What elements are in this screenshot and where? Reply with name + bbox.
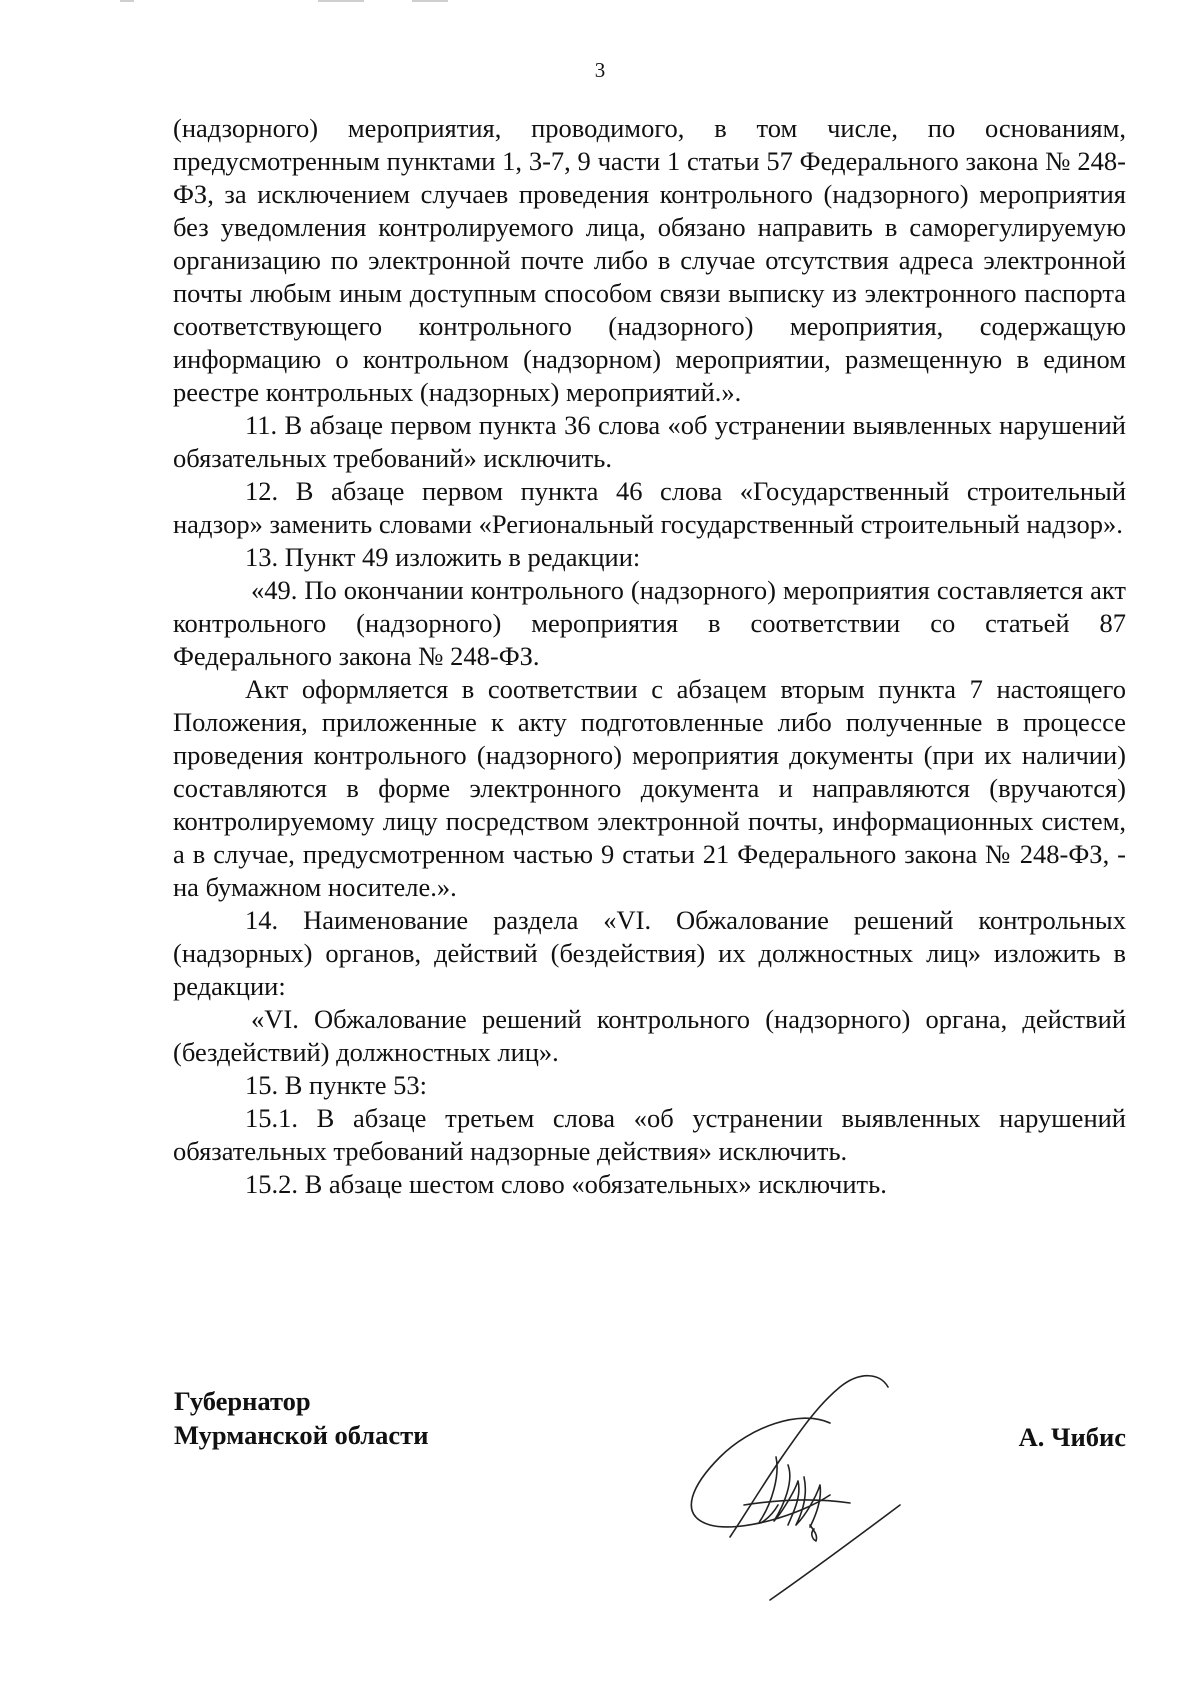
signer-name: А. Чибис (1018, 1422, 1126, 1452)
signer-title-line-1: Губернатор (174, 1386, 311, 1416)
paragraph-item-15: 15. В пункте 53: (245, 1070, 428, 1100)
paragraph-act: Акт оформляется в соответствии с абзацем вторым пункта 7 настоящего Положения, приложенные к акту подготовленные либо полученные в процессе проведения контрольного (надзорного) мероприятия документы (при их наличии) составляются в форме электронного документа и направляются (вручаются) контролируемому лицу посредством электронной почты, информационных систем, а в случае, предусмотренном частью 9 статьи 21 Федерального закона № 248-ФЗ, - на бумажном носителе.». (173, 674, 1126, 902)
page-number: 3 (594, 58, 606, 82)
paragraph-item-11: 11. В абзаце первом пункта 36 слова «об устранении выявленных нарушений обязательных требований» исключить. (173, 410, 1126, 473)
paragraph-quote-49: «49. По окончании контрольного (надзорного) мероприятия составляется акт контрольного (надзорного) мероприятия в соответствии со статьей 87 Федерального закона № 248-ФЗ. (173, 575, 1126, 671)
paragraph-item-15-2: 15.2. В абзаце шестом слово «обязательных» исключить. (245, 1169, 887, 1199)
scan-artifact-line (318, 0, 364, 2)
document-body (173, 112, 1126, 1201)
handwritten-signature (680, 1365, 910, 1610)
signer-title-line-2: Мурманской области (174, 1420, 429, 1450)
paragraph-quote-section-vi: «VI. Обжалование решений контрольного (надзорного) органа, действий (бездействий) должностных лиц». (173, 1004, 1126, 1067)
scan-artifact-line (412, 0, 448, 2)
scan-artifact-line (120, 0, 134, 2)
paragraph-item-15-1: 15.1. В абзаце третьем слова «об устранении выявленных нарушений обязательных требований надзорные действия» исключить. (173, 1103, 1126, 1166)
paragraph-item-14: 14. Наименование раздела «VI. Обжалование решений контрольных (надзорных) органов, действий (бездействия) их должностных лиц» изложить в редакции: (173, 905, 1126, 1001)
paragraph-item-13: 13. Пункт 49 изложить в редакции: (245, 542, 641, 572)
paragraph-continuation: (надзорного) мероприятия, проводимого, в том числе, по основаниям, предусмотренным пунктами 1, 3-7, 9 части 1 статьи 57 Федерального закона № 248-ФЗ, за исключением случаев проведения контрольного (надзорного) мероприятия без уведомления контролируемого лица, обязано направить в саморегулируемую организацию по электронной почте либо в случае отсутствия адреса электронной почты любым иным доступным способом связи выписку из электронного паспорта соответствующего контрольного (надзорного) мероприятия, содержащую информацию о контрольном (надзорном) мероприятии, размещенную в едином реестре контрольных (надзорных) мероприятий.». (173, 113, 1126, 407)
paragraph-item-12: 12. В абзаце первом пункта 46 слова «Государственный строительный надзор» заменить словами «Региональный государственный строительный надзор». (173, 476, 1126, 539)
signer-title (174, 1384, 428, 1452)
